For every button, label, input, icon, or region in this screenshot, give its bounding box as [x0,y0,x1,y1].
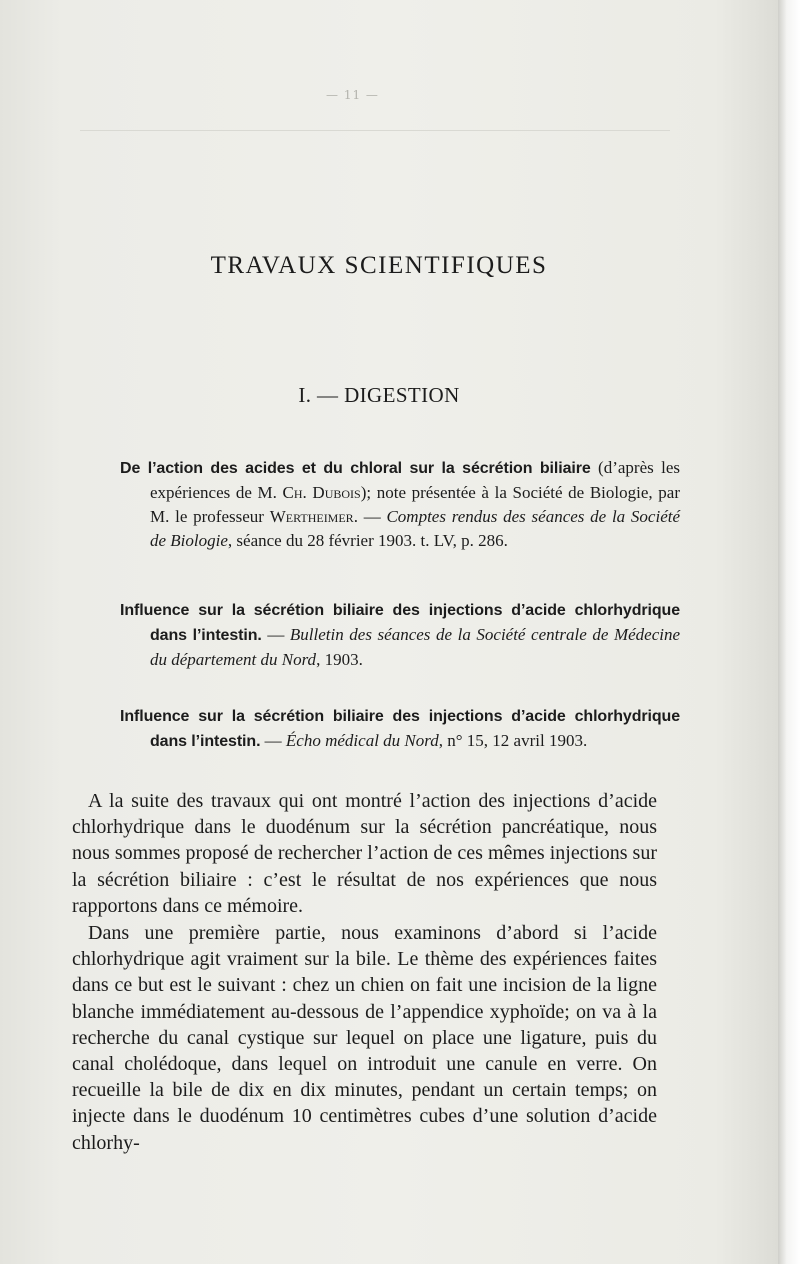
reference-entry-2 [120,598,680,672]
section-heading: I. — DIGESTION [298,383,460,407]
reference-text: , séance du 28 février 1903. t. LV, p. 286. [227,531,508,550]
page-folio: — 11 — [326,88,379,102]
reference-title: Influence sur la sécrétion biliaire des injections d’acide chlorhydrique dans l’intestin. [120,708,680,750]
reference-text: , 1903. [316,650,363,669]
reference-title: De l’action des acides et du chloral sur la sécrétion biliaire [120,460,591,477]
reference-author: Ch. Dubois [282,483,361,502]
reference-text: (d’après les expériences de M. [150,458,681,502]
reference-text: — [260,731,286,750]
reference-journal: Bulletin des séances de la Société centrale de Médecine du département du Nord [150,625,681,669]
reference-entry-3 [120,704,680,754]
reference-text: ); note présentée à la Société de Biologie, par M. le professeur [150,483,680,526]
body-paragraph-2: Dans une première partie, nous examinons d’abord si l’acide chlorhydrique agit vraiment sur la bile. Le thème des expériences faites dans ce but est le suivant : chez un chien on fait une incision de la ligne blanche immédiatement au-dessous de l’appendice xyphoïde; on va à la recherche du canal cystique sur lequel on place une ligature, puis du canal cholédoque, dans lequel on introduit une canule en verre. On recueille la bile de dix en dix minutes, pendant un certain temps; on injecte dans le duodénum 10 centimètres cubes d’une solution d’acide chlorhy- [72,922,657,1154]
bleed-through-ghost [80,130,670,132]
body-paragraph-1: A la suite des travaux qui ont montré l’action des injections d’acide chlorhydrique dans le duodénum sur la sécrétion pancréatique, nous nous sommes proposé de rechercher l’action de ces mêmes injections sur la sécrétion biliaire : c’est le résultat de nos expériences que nous rapportons dans ce mémoire. [72,790,657,917]
reference-author: Wertheimer [269,507,354,526]
page-edge [778,0,800,1264]
page-title: TRAVAUX SCIENTIFIQUES [210,252,548,279]
reference-text: — [261,625,290,644]
reference-journal: Comptes rendus des séances de la Société de Biologie [150,507,681,550]
reference-entry-1 [120,456,680,553]
reference-title: Influence sur la sécrétion biliaire des injections d’acide chlorhydrique dans l’intestin. [120,602,680,644]
reference-journal: Écho médical du Nord [285,731,439,750]
reference-text: , n° 15, 12 avril 1903. [438,731,588,750]
reference-text: . — [353,507,387,526]
